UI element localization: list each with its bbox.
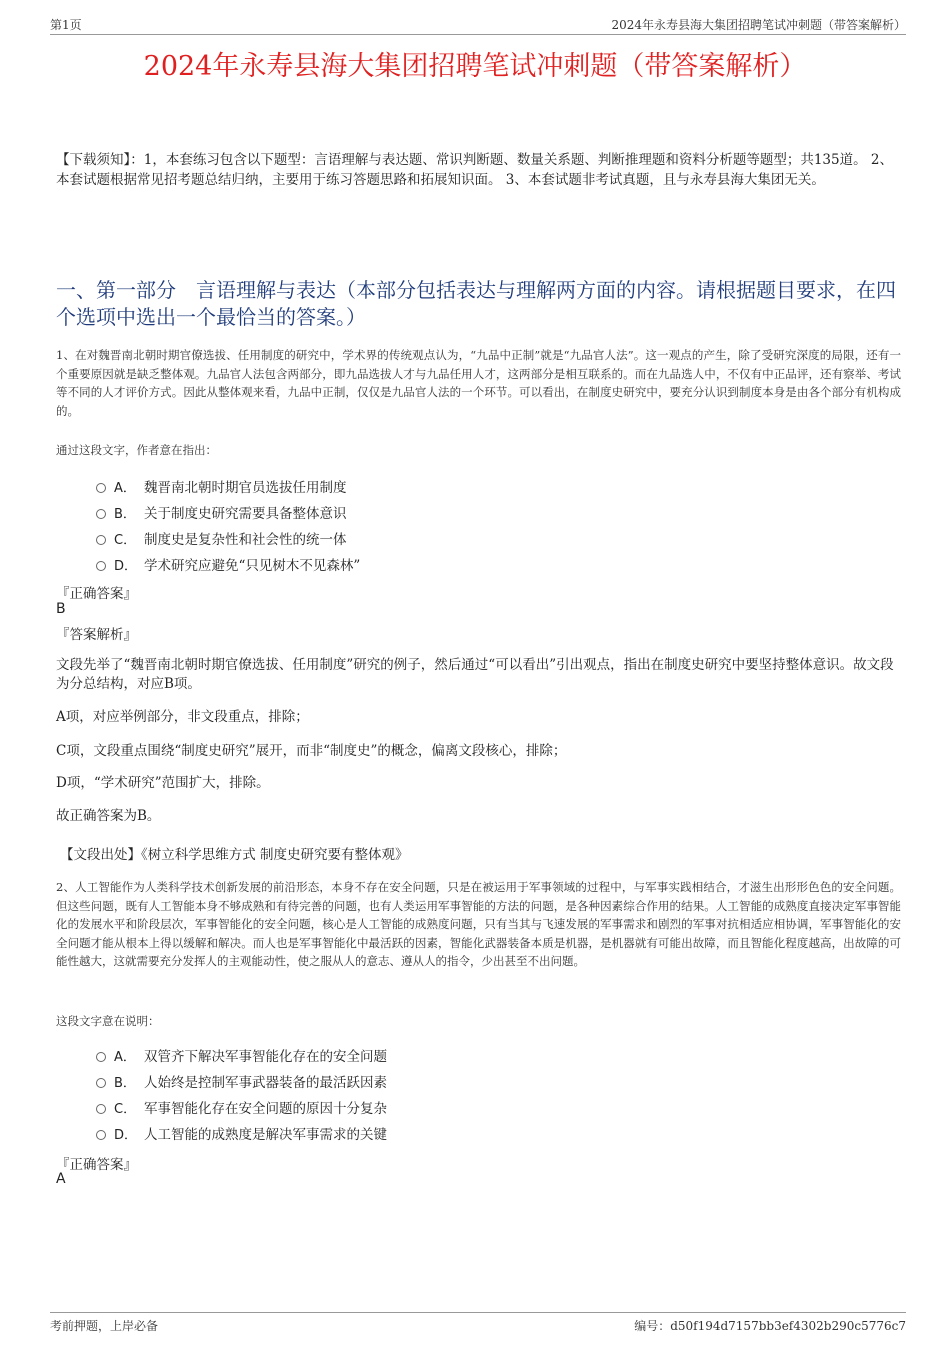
page-footer	[50, 1312, 906, 1337]
radio-icon[interactable]	[96, 509, 106, 519]
answer-value: B	[56, 601, 66, 617]
option-letter: C．	[114, 532, 137, 548]
answer-label: 『正确答案』	[56, 586, 137, 602]
option-letter: D．	[114, 558, 138, 574]
radio-icon[interactable]	[96, 1130, 106, 1140]
download-notice: 【下载须知】：1，本套练习包含以下题型：言语理解与表达题、常识判断题、数量关系题、判断推理题和资料分析题等题型；共135道。 2、本套试题根据常见招考题总结归纳，主要用于练习答题思路和拓展知识面。 3、本套试题非考试真题，且与永寿县海大集团无关。	[56, 152, 893, 188]
question-2-text: 2、人工智能作为人类科学技术创新发展的前沿形态，本身不存在安全问题，只是在被运用于军事领域的过程中，与军事实践相结合，才滋生出形形色色的安全问题。但这些问题，既有人工智能本身不够成熟和有待完善的问题，也有人类运用军事智能的方法的问题，是各种因素综合作用的结果。人工智能的成熟度直接决定军事智能化的发展水平和阶段层次，军事智能化的安全问题，核心是人工智能的成熟度问题，只有当其与飞速发展的军事需求和剧烈的军事对抗相适应相协调，军事智能化的安全问题才能从根本上得以缓解和解决。而人也是军事智能化中最活跃的因素，智能化武器装备本质是机器，是机器就有可能出故障，而且智能化程度越高，出故障的可能性越大，这就需要充分发挥人的主观能动性，使之服从人的意志、遵从人的指令，少出甚至不出问题。	[56, 880, 901, 968]
analysis-paragraph: C项，文段重点围绕“制度史研究”展开，而非“制度史”的概念，偏离文段核心，排除；	[56, 743, 567, 759]
document-id: 编号：d50f194d7157bb3ef4302b290c5776c7	[634, 1319, 906, 1333]
page-number: 第1页	[50, 18, 82, 32]
option-text: 魏晋南北朝时期官员选拔任用制度	[144, 480, 347, 496]
option-letter: C．	[114, 1101, 137, 1117]
option-b[interactable]	[96, 499, 360, 525]
document-title: 2024年永寿县海大集团招聘笔试冲刺题（带答案解析）	[143, 51, 807, 82]
analysis-paragraph: 文段先举了“魏晋南北朝时期官僚选拔、任用制度”研究的例子，然后通过“可以看出”引出观点，指出在制度史研究中要坚持整体意识。故文段为分总结构，对应B项。	[56, 657, 894, 692]
option-text: 关于制度史研究需要具备整体意识	[144, 506, 347, 522]
option-text: 制度史是复杂性和社会性的统一体	[144, 532, 347, 548]
question-2-options	[96, 1042, 387, 1146]
question-1-options	[96, 473, 360, 577]
option-letter: A．	[114, 480, 136, 496]
question-2-prompt: 这段文字意在说明：	[56, 1014, 160, 1028]
option-letter: A．	[114, 1049, 136, 1065]
section-heading: 一、第一部分 言语理解与表达（本部分包括表达与理解两方面的内容。请根据题目要求，在四个选项中选出一个最恰当的答案。）	[56, 278, 896, 329]
option-letter: B．	[114, 506, 136, 522]
question-1-prompt: 通过这段文字，作者意在指出：	[56, 443, 217, 457]
option-c[interactable]	[96, 525, 360, 551]
analysis-label: 『答案解析』	[56, 627, 137, 643]
radio-icon[interactable]	[96, 483, 106, 493]
source-citation: 【文段出处】《树立科学思维方式 制度史研究要有整体观》	[60, 847, 409, 863]
radio-icon[interactable]	[96, 1052, 106, 1062]
option-text: 人工智能的成熟度是解决军事需求的关键	[144, 1127, 387, 1143]
footer-slogan: 考前押题，上岸必备	[50, 1319, 159, 1333]
option-text: 学术研究应避免“只见树木不见森林”	[144, 558, 361, 574]
analysis-paragraph: 故正确答案为B。	[56, 808, 161, 824]
option-a[interactable]	[96, 1042, 387, 1068]
option-text: 军事智能化存在安全问题的原因十分复杂	[144, 1101, 387, 1117]
option-b[interactable]	[96, 1068, 387, 1094]
radio-icon[interactable]	[96, 1104, 106, 1114]
option-text: 双管齐下解决军事智能化存在的安全问题	[144, 1049, 387, 1065]
option-letter: B．	[114, 1075, 136, 1091]
option-a[interactable]	[96, 473, 360, 499]
option-letter: D．	[114, 1127, 138, 1143]
answer-value: A	[56, 1171, 66, 1187]
radio-icon[interactable]	[96, 535, 106, 545]
radio-icon[interactable]	[96, 561, 106, 571]
answer-label: 『正确答案』	[56, 1157, 137, 1173]
option-text: 人始终是控制军事武器装备的最活跃因素	[144, 1075, 387, 1091]
header-title: 2024年永寿县海大集团招聘笔试冲刺题（带答案解析）	[611, 18, 906, 32]
option-c[interactable]	[96, 1094, 387, 1120]
analysis-paragraph: D项，“学术研究”范围扩大，排除。	[56, 775, 270, 791]
option-d[interactable]	[96, 1120, 387, 1146]
analysis-paragraph: A项，对应举例部分，非文段重点，排除；	[56, 709, 309, 725]
option-d[interactable]	[96, 551, 360, 577]
question-1-text: 1、在对魏晋南北朝时期官僚选拔、任用制度的研究中，学术界的传统观点认为，“九品中正制”就是“九品官人法”。这一观点的产生，除了受研究深度的局限，还有一个重要原因就是缺乏整体观。九品官人法包含两部分，即九品选拔人才与九品任用人才，这两部分是相互联系的。而在九品选人中，不仅有中正品评，还有察举、考试等不同的人才评价方式。因此从整体观来看，九品中正制，仅仅是九品官人法的一个环节。可以看出，在制度史研究中，要充分认识到制度本身是由各个部分有机构成的。	[56, 348, 901, 418]
page-header	[50, 14, 906, 35]
radio-icon[interactable]	[96, 1078, 106, 1088]
